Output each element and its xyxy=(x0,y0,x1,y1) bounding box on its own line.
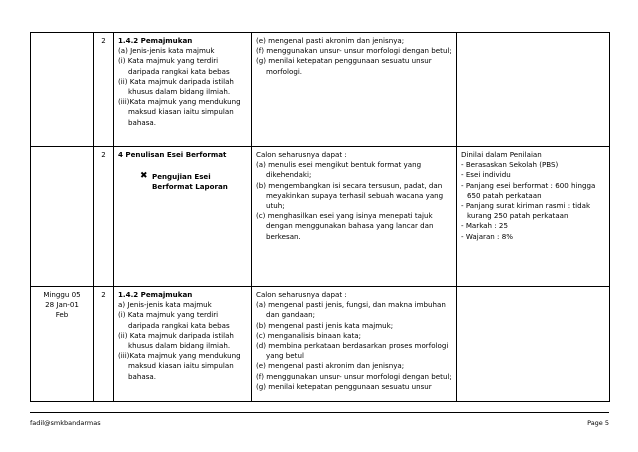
topic-item: (i) Kata majmuk yang terdiri daripada rangkai kata bebas xyxy=(118,56,230,76)
note-item: - Markah : 25 xyxy=(461,221,508,231)
notes-cell xyxy=(457,33,610,147)
note-item: - Berasaskan Sekolah (PBS) xyxy=(461,160,559,170)
outcome-item: (g) menilai ketepatan penggunaan sesuatu unsur xyxy=(256,381,432,391)
page-footer xyxy=(30,412,609,427)
subtopic xyxy=(140,172,247,192)
week-line: Feb xyxy=(55,310,69,320)
notes-cell xyxy=(457,287,610,402)
outcome-item: (g) menilai ketepatan penggunaan sesuatu unsur morfologi. xyxy=(256,56,432,76)
outcome-item: Calon seharusnya dapat : xyxy=(256,290,347,299)
note-item: Dinilai dalam Penilaian xyxy=(461,150,542,159)
outcome-item: (f) menggunakan unsur- unsur morfologi dengan betul; xyxy=(256,46,452,56)
footer-page-number: Page 5 xyxy=(587,419,609,427)
hours-cell: 2 xyxy=(94,147,114,287)
outcome-item: (b) mengenal pasti jenis kata majmuk; xyxy=(256,320,394,330)
topic-title: 1.4.2 Pemajmukan xyxy=(118,36,193,45)
outcome-item: (f) menggunakan unsur- unsur morfologi dengan betul; xyxy=(256,371,452,381)
notes-cell xyxy=(457,147,610,287)
subtopic-line: Berformat Laporan xyxy=(152,182,228,192)
note-item: - Wajaran : 8% xyxy=(461,231,513,241)
week-cell xyxy=(31,287,94,402)
outcome-item: (d) membina perkataan berdasarkan proses morfologi yang betul xyxy=(256,341,449,361)
note-item: - Panjang surat kiriman rasmi : tidak kurang 250 patah perkataan xyxy=(461,201,591,221)
topic-cell xyxy=(114,287,252,402)
week-cell xyxy=(31,147,94,287)
outcome-item: (c) menghasilkan esei yang isinya menepati tajuk dengan menggunakan bahasa yang lancar dan berkesan. xyxy=(256,211,434,241)
table-row xyxy=(31,147,610,287)
outcomes-cell xyxy=(252,287,457,402)
hours-cell: 2 xyxy=(94,33,114,147)
topic-cell xyxy=(114,147,252,287)
topic-cell xyxy=(114,33,252,147)
week-line: Minggu 05 xyxy=(43,290,81,299)
outcome-item: (b) mengembangkan isi secara tersusun, padat, dan meyakinkan supaya terhasil sebuah wacana yang utuh; xyxy=(256,180,444,211)
outcome-item: (e) mengenal pasti akronim dan jenisnya; xyxy=(256,36,405,45)
cross-bullet-icon: ✖ xyxy=(140,171,148,182)
lesson-plan-table xyxy=(30,32,610,402)
topic-item: (ii) Kata majmuk daripada istilah khusus dalam bidang ilmiah. xyxy=(118,76,234,97)
table-row xyxy=(31,287,610,402)
topic-item: (iii)Kata majmuk yang mendukung maksud kiasan iaitu simpulan bahasa. xyxy=(118,97,241,127)
week-line: 28 Jan-01 xyxy=(45,300,79,310)
subtopic-line: Pengujian Esei xyxy=(152,172,211,182)
note-item: - Panjang esei berformat : 600 hingga 650 patah perkataan xyxy=(461,180,596,200)
topic-title: 1.4.2 Pemajmukan xyxy=(118,290,193,299)
outcome-item: (e) mengenal pasti akronim dan jenisnya; xyxy=(256,361,405,371)
footer-author: fadil@smkbandarmas xyxy=(30,419,101,427)
outcome-item: (a) menulis esei mengikut bentuk format yang dikehendaki; xyxy=(256,160,422,180)
topic-item: a) Jenis-jenis kata majmuk xyxy=(118,300,212,310)
topic-title: 4 Penulisan Esei Berformat xyxy=(118,150,227,159)
hours-cell: 2 xyxy=(94,287,114,402)
note-item: - Esei individu xyxy=(461,170,511,180)
week-cell xyxy=(31,33,94,147)
outcomes-cell xyxy=(252,147,457,287)
outcome-item: (c) menganalisis binaan kata; xyxy=(256,330,361,340)
topic-item: (i) Kata majmuk yang terdiri daripada rangkai kata bebas xyxy=(118,310,230,330)
topic-item: (iii)Kata majmuk yang mendukung maksud kiasan iaitu simpulan bahasa. xyxy=(118,351,241,381)
topic-item: (a) Jenis-jenis kata majmuk xyxy=(118,46,215,56)
topic-item: (ii) Kata majmuk daripada istilah khusus dalam bidang ilmiah. xyxy=(118,330,234,351)
outcome-item: (a) mengenal pasti jenis, fungsi, dan makna imbuhan dan gandaan; xyxy=(256,300,446,320)
outcomes-cell xyxy=(252,33,457,147)
table-row xyxy=(31,33,610,147)
outcome-item: Calon seharusnya dapat : xyxy=(256,150,347,159)
